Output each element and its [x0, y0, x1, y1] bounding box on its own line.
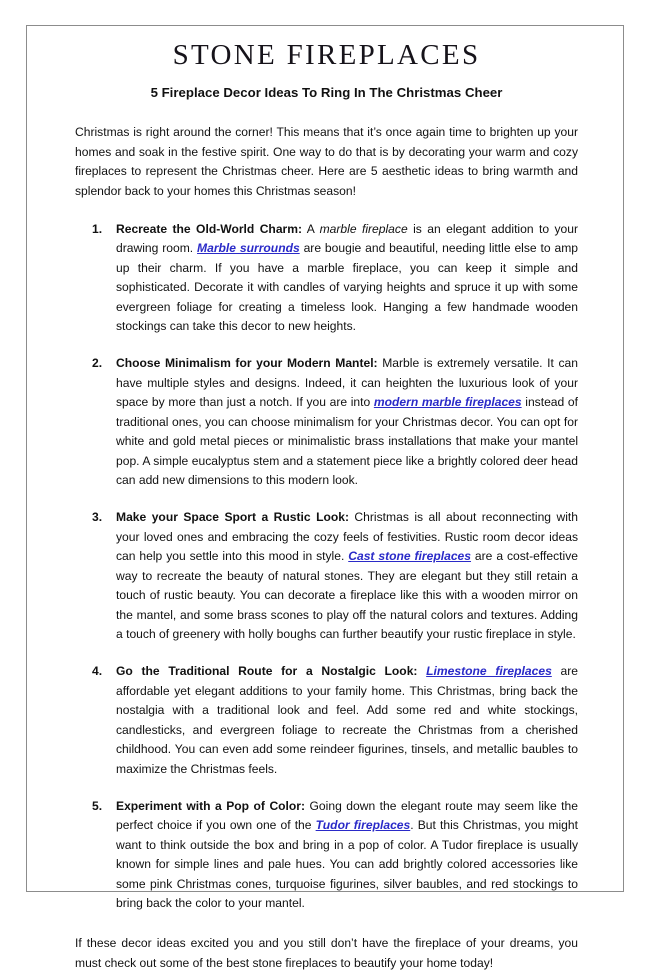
page-subtitle: 5 Fireplace Decor Ideas To Ring In The Christmas Cheer	[150, 85, 503, 101]
list-item-segment-1	[417, 664, 426, 678]
list-item-lead: Recreate the Old-World Charm:	[116, 221, 303, 236]
list-item-segment-1: A	[302, 221, 320, 236]
list-item	[116, 662, 578, 779]
link-tudor-fireplaces[interactable]: Tudor fireplaces	[315, 818, 411, 833]
list-item-segment-1: Christmas is all about reconnecting with your loved ones and embracing the cozy feels of festivities. Rustic room decor ideas can help you settle into this mood in style.	[116, 510, 578, 564]
list-item-lead: Make your Space Sport a Rustic Look:	[116, 510, 349, 525]
document-page	[26, 25, 624, 970]
list-item-lead: Choose Minimalism for your Modern Mantel:	[116, 355, 378, 370]
ideas-list	[75, 220, 578, 915]
link-limestone-fireplaces[interactable]: Limestone fireplaces	[426, 664, 552, 679]
list-item	[116, 797, 578, 914]
link-modern-marble-fireplaces[interactable]: modern marble fireplaces	[373, 395, 522, 410]
list-item-segment-1: Marble is extremely versatile. It can have multiple styles and designs. Indeed, it can heighten the luxurious look of your space by more than just a notch. If you are into	[116, 355, 578, 410]
list-item-segment-3: are affordable yet elegant additions to your family home. This Christmas, bring back the nostalgia with a traditional look and feel. Add some red and white stockings, candlesticks, and evergreen foliage to recreate the Christmas from a cherished childhood. You can even add some reindeer figurines, tinsels, and metallic baubles to maximize the Christmas feels.	[116, 664, 578, 776]
list-item-segment-3: are bougie and beautiful, needing little else to amp up their charm. If you have a marble fireplace, you can keep it simple and sophisticated. Decorate it with candles of varying heights and spruce it up with some evergreen foliage for creating a timeless look. Hanging a few handmade wooden stockings can take this decor to new heights.	[116, 241, 578, 334]
list-item	[116, 508, 578, 645]
list-item-segment-3: are a cost-effective way to recreate the beauty of natural stones. They are elegant but they still retain a touch of rustic beauty. You can decorate a fireplace like this with a wooden mirror on the mantel, and some brass scones to play off the natural colors and textures. Adding a touch of greenery with holly boughs can further beautify your rustic fireplace in style.	[116, 549, 578, 642]
list-item-lead: Go the Traditional Route for a Nostalgic Look:	[116, 664, 418, 679]
list-item-segment-1: Going down the elegant route may seem like the perfect choice if you own one of the	[116, 798, 578, 833]
list-item	[116, 220, 578, 337]
list-item-lead: Experiment with a Pop of Color:	[116, 798, 306, 813]
list-item-segment-2: is an elegant addition to your drawing room.	[116, 221, 578, 256]
link-cast-stone-fireplaces[interactable]: Cast stone fireplaces	[348, 549, 472, 564]
list-item-emphasis: marble fireplace	[319, 221, 408, 236]
page-title: STONE FIREPLACES	[172, 39, 481, 71]
link-marble-surrounds[interactable]: Marble surrounds	[197, 241, 300, 256]
closing-paragraph: If these decor ideas excited you and you still don’t have the fireplace of your dreams, you must check out some of the best stone fireplaces to beautify your home today!	[75, 936, 578, 970]
list-item	[116, 354, 578, 491]
list-item-segment-3: instead of traditional ones, you can choose minimalism for your Christmas decor. You can opt for white and gold metal pieces or minimalistic brass installations that make your mantel pop. A simple eucalyptus stem and a statement piece like a brightly colored deer head can add new dimensions to this modern look.	[116, 395, 578, 488]
intro-paragraph: Christmas is right around the corner! This means that it’s once again time to brighten up your homes and soak in the festive spirit. One way to do that is by decorating your warm and cozy fireplaces to represent the Christmas cheer. Here are 5 aesthetic ideas to bring warmth and splendor back to your homes this Christmas season!	[75, 125, 578, 198]
list-item-segment-3: . But this Christmas, you might want to think outside the box and bring in a pop of color. A Tudor fireplace is usually known for simple lines and pale hues. You can add brightly colored accessories like some pink Christmas cones, turquoise figurines, silver baubles, and red stockings to bring back the color to your mantel.	[116, 818, 578, 911]
document-content	[75, 35, 578, 973]
